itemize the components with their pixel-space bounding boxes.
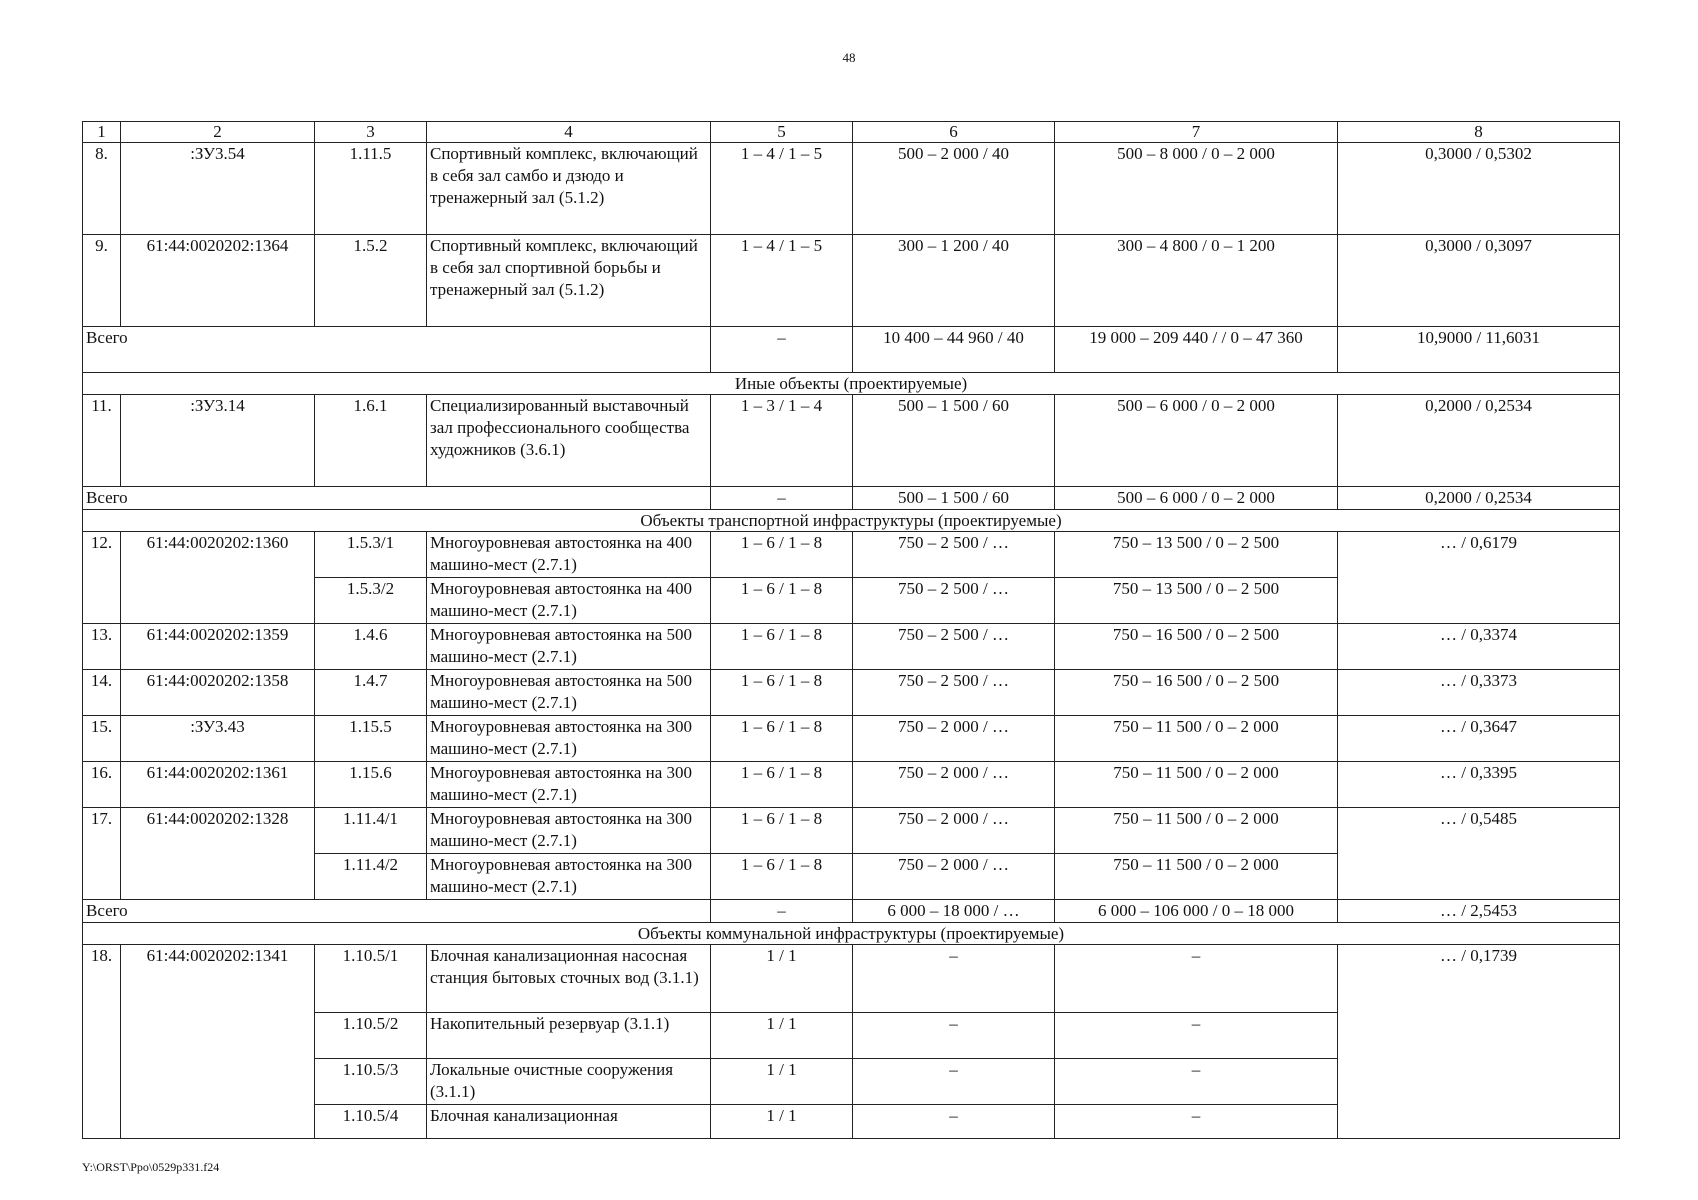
floors: 1 – 6 / 1 – 8 (711, 716, 853, 762)
floors: 1 – 6 / 1 – 8 (711, 624, 853, 670)
floors: 1 – 3 / 1 – 4 (711, 395, 853, 487)
section-title-transport: Объекты транспортной инфраструктуры (проектируемые) (83, 510, 1620, 532)
header-cell: 8 (1338, 122, 1620, 143)
object-code: 1.10.5/4 (315, 1105, 427, 1139)
col7-value: 750 – 11 500 / 0 – 2 000 (1055, 808, 1338, 854)
section-row (83, 923, 1620, 945)
table-row (83, 532, 1620, 578)
cadastral-number: 61:44:0020202:1358 (121, 670, 315, 716)
object-code: 1.11.4/2 (315, 854, 427, 900)
total-label: Всего (83, 900, 711, 923)
area: – (853, 1059, 1055, 1105)
table-row (83, 670, 1620, 716)
row-number: 12. (83, 532, 121, 624)
cadastral-number: 61:44:0020202:1341 (121, 945, 315, 1139)
table-row (83, 945, 1620, 1013)
table-row (83, 235, 1620, 327)
area: 10 400 – 44 960 / 40 (853, 327, 1055, 373)
objects-table (82, 121, 1620, 1139)
object-name: Спортивный комплекс, включающий в себя зал спортивной борьбы и тренажерный зал (5.1.2) (427, 235, 711, 327)
area: – (853, 1013, 1055, 1059)
row-number: 14. (83, 670, 121, 716)
col8-value: … / 0,6179 (1338, 532, 1620, 624)
object-name: Многоуровневая автостоянка на 400 машино-мест (2.7.1) (427, 578, 711, 624)
object-code: 1.5.3/1 (315, 532, 427, 578)
cadastral-number: 61:44:0020202:1364 (121, 235, 315, 327)
cadastral-number: :ЗУ3.54 (121, 143, 315, 235)
page-number: 48 (842, 50, 856, 65)
header-cell: 7 (1055, 122, 1338, 143)
floors: 1 – 6 / 1 – 8 (711, 670, 853, 716)
object-name: Локальные очистные сооружения (3.1.1) (427, 1059, 711, 1105)
object-code: 1.15.6 (315, 762, 427, 808)
object-name: Спортивный комплекс, включающий в себя зал самбо и дзюдо и тренажерный зал (5.1.2) (427, 143, 711, 235)
row-number: 17. (83, 808, 121, 900)
floors: – (711, 327, 853, 373)
object-name: Многоуровневая автостоянка на 300 машино-мест (2.7.1) (427, 854, 711, 900)
cadastral-number: :ЗУ3.14 (121, 395, 315, 487)
col7-value: 750 – 16 500 / 0 – 2 500 (1055, 670, 1338, 716)
col7-value: 6 000 – 106 000 / 0 – 18 000 (1055, 900, 1338, 923)
area: 750 – 2 000 / … (853, 716, 1055, 762)
header-cell: 4 (427, 122, 711, 143)
header-cell: 6 (853, 122, 1055, 143)
section-title-other: Иные объекты (проектируемые) (83, 373, 1620, 395)
col8-value: … / 0,1739 (1338, 945, 1620, 1139)
header-row (83, 122, 1620, 143)
col8-value: 0,2000 / 0,2534 (1338, 487, 1620, 510)
cadastral-number: :ЗУ3.43 (121, 716, 315, 762)
total-row (83, 327, 1620, 373)
area: 500 – 1 500 / 60 (853, 487, 1055, 510)
row-number: 8. (83, 143, 121, 235)
col8-value: … / 2,5453 (1338, 900, 1620, 923)
col7-value: 300 – 4 800 / 0 – 1 200 (1055, 235, 1338, 327)
file-path-footer: Y:\ORST\Ppo\0529p331.f24 (82, 1160, 220, 1174)
area: 300 – 1 200 / 40 (853, 235, 1055, 327)
header-cell: 5 (711, 122, 853, 143)
col8-value: … / 0,3374 (1338, 624, 1620, 670)
row-number: 9. (83, 235, 121, 327)
col7-value: – (1055, 1059, 1338, 1105)
col7-value: 750 – 11 500 / 0 – 2 000 (1055, 762, 1338, 808)
object-code: 1.4.6 (315, 624, 427, 670)
object-code: 1.11.5 (315, 143, 427, 235)
area: – (853, 945, 1055, 1013)
col7-value: 750 – 13 500 / 0 – 2 500 (1055, 532, 1338, 578)
cadastral-number: 61:44:0020202:1359 (121, 624, 315, 670)
section-title-communal: Объекты коммунальной инфраструктуры (проектируемые) (83, 923, 1620, 945)
row-number: 11. (83, 395, 121, 487)
floors: 1 – 6 / 1 – 8 (711, 762, 853, 808)
table-row (83, 808, 1620, 854)
floors: 1 / 1 (711, 1013, 853, 1059)
floors: 1 – 4 / 1 – 5 (711, 235, 853, 327)
section-row (83, 510, 1620, 532)
object-code: 1.4.7 (315, 670, 427, 716)
floors: 1 – 6 / 1 – 8 (711, 854, 853, 900)
object-code: 1.5.3/2 (315, 578, 427, 624)
area: 750 – 2 000 / … (853, 762, 1055, 808)
col7-value: 750 – 16 500 / 0 – 2 500 (1055, 624, 1338, 670)
col8-value: … / 0,3395 (1338, 762, 1620, 808)
object-name: Многоуровневая автостоянка на 300 машино-мест (2.7.1) (427, 808, 711, 854)
col7-value: 750 – 13 500 / 0 – 2 500 (1055, 578, 1338, 624)
col8-value: … / 0,3373 (1338, 670, 1620, 716)
col8-value: … / 0,3647 (1338, 716, 1620, 762)
floors: 1 – 6 / 1 – 8 (711, 532, 853, 578)
floors: 1 / 1 (711, 1059, 853, 1105)
floors: 1 – 6 / 1 – 8 (711, 578, 853, 624)
object-name: Блочная канализационная (427, 1105, 711, 1139)
object-code: 1.10.5/2 (315, 1013, 427, 1059)
area: 750 – 2 000 / … (853, 808, 1055, 854)
total-label: Всего (83, 487, 711, 510)
area: 750 – 2 500 / … (853, 670, 1055, 716)
row-number: 13. (83, 624, 121, 670)
header-cell: 2 (121, 122, 315, 143)
object-code: 1.15.5 (315, 716, 427, 762)
object-name: Блочная канализационная насосная станция бытовых сточных вод (3.1.1) (427, 945, 711, 1013)
cadastral-number: 61:44:0020202:1361 (121, 762, 315, 808)
table-row (83, 143, 1620, 235)
area: 750 – 2 500 / … (853, 624, 1055, 670)
col7-value: 500 – 6 000 / 0 – 2 000 (1055, 395, 1338, 487)
section-row (83, 373, 1620, 395)
row-number: 16. (83, 762, 121, 808)
area: – (853, 1105, 1055, 1139)
total-row (83, 900, 1620, 923)
col7-value: 500 – 8 000 / 0 – 2 000 (1055, 143, 1338, 235)
area: 750 – 2 500 / … (853, 578, 1055, 624)
object-name: Специализированный выставочный зал профессионального сообщества художников (3.6.1) (427, 395, 711, 487)
object-code: 1.5.2 (315, 235, 427, 327)
object-name: Многоуровневая автостоянка на 500 машино-мест (2.7.1) (427, 624, 711, 670)
col7-value: 19 000 – 209 440 / / 0 – 47 360 (1055, 327, 1338, 373)
area: 750 – 2 000 / … (853, 854, 1055, 900)
object-name: Накопительный резервуар (3.1.1) (427, 1013, 711, 1059)
cadastral-number: 61:44:0020202:1360 (121, 532, 315, 624)
table-row (83, 716, 1620, 762)
area: 6 000 – 18 000 / … (853, 900, 1055, 923)
floors: 1 – 6 / 1 – 8 (711, 808, 853, 854)
area: 500 – 2 000 / 40 (853, 143, 1055, 235)
object-name: Многоуровневая автостоянка на 300 машино-мест (2.7.1) (427, 762, 711, 808)
col8-value: 0,3000 / 0,3097 (1338, 235, 1620, 327)
floors: 1 – 4 / 1 – 5 (711, 143, 853, 235)
object-name: Многоуровневая автостоянка на 300 машино-мест (2.7.1) (427, 716, 711, 762)
header-cell: 1 (83, 122, 121, 143)
col7-value: 750 – 11 500 / 0 – 2 000 (1055, 716, 1338, 762)
col8-value: … / 0,5485 (1338, 808, 1620, 900)
total-row (83, 487, 1620, 510)
col8-value: 10,9000 / 11,6031 (1338, 327, 1620, 373)
table-row (83, 762, 1620, 808)
table-row (83, 395, 1620, 487)
header-cell: 3 (315, 122, 427, 143)
object-code: 1.10.5/1 (315, 945, 427, 1013)
object-name: Многоуровневая автостоянка на 400 машино-мест (2.7.1) (427, 532, 711, 578)
cadastral-number: 61:44:0020202:1328 (121, 808, 315, 900)
col7-value: – (1055, 1105, 1338, 1139)
area: 500 – 1 500 / 60 (853, 395, 1055, 487)
row-number: 18. (83, 945, 121, 1139)
floors: – (711, 900, 853, 923)
floors: – (711, 487, 853, 510)
object-code: 1.6.1 (315, 395, 427, 487)
total-label: Всего (83, 327, 711, 373)
col7-value: 500 – 6 000 / 0 – 2 000 (1055, 487, 1338, 510)
object-name: Многоуровневая автостоянка на 500 машино-мест (2.7.1) (427, 670, 711, 716)
col7-value: – (1055, 945, 1338, 1013)
area: 750 – 2 500 / … (853, 532, 1055, 578)
object-code: 1.10.5/3 (315, 1059, 427, 1105)
table-row (83, 624, 1620, 670)
floors: 1 / 1 (711, 1105, 853, 1139)
col7-value: 750 – 11 500 / 0 – 2 000 (1055, 854, 1338, 900)
col8-value: 0,2000 / 0,2534 (1338, 395, 1620, 487)
col7-value: – (1055, 1013, 1338, 1059)
floors: 1 / 1 (711, 945, 853, 1013)
col8-value: 0,3000 / 0,5302 (1338, 143, 1620, 235)
object-code: 1.11.4/1 (315, 808, 427, 854)
row-number: 15. (83, 716, 121, 762)
